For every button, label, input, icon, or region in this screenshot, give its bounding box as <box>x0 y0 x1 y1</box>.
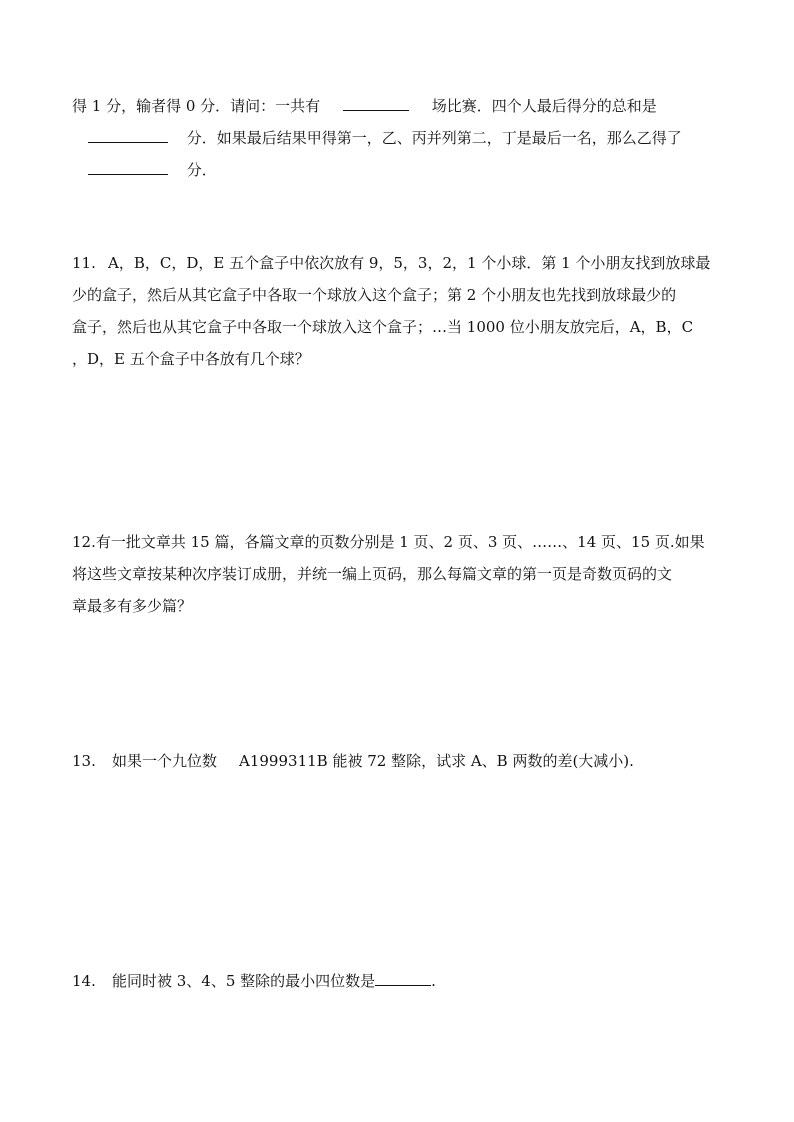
q14-text-a: 能同时被 3、4、5 整除的最小四位数是 <box>112 972 376 990</box>
q11-line-1 <box>72 253 710 273</box>
q13-number: 13. <box>72 752 96 770</box>
q12-line-3 <box>72 596 192 616</box>
q10-text-1b: 场比赛．四个人最后得分的总和是 <box>431 97 657 115</box>
q10-text-2b: 分．如果最后结果甲得第一，乙、丙并列第二，丁是最后一名，那么乙得了 <box>186 129 682 147</box>
q12-line-2 <box>72 564 672 584</box>
q12-text-1: 12.有一批文章共 15 篇，各篇文章的页数分别是 1 页、2 页、3 页、……、14 页、15 页.如果 <box>72 533 705 551</box>
q14-number: 14. <box>72 972 96 990</box>
q13-text-a: 如果一个九位数 <box>112 752 218 770</box>
q12-text-2: 将这些文章按某种次序装订成册，并统一编上页码，那么每篇文章的第一页是奇数页码的文 <box>72 565 673 583</box>
q10-text-3b: 分． <box>186 161 217 179</box>
q10-line-3 <box>88 160 217 180</box>
q11-line-3 <box>72 317 693 337</box>
q11-line-4 <box>72 349 310 369</box>
q10-answer-blank-2[interactable] <box>88 128 168 143</box>
q11-text-3: 盒子，然后也从其它盒子中各取一个球放入这个盒子；…当 1000 位小朋友放完后，A，B，C <box>72 318 694 336</box>
q11-text-1: A，B，C，D，E 五个盒子中依次放有 9，5，3，2，1 个小球．第 1 个小朋友找到放球最 <box>108 254 711 272</box>
q10-answer-blank-1[interactable] <box>343 96 409 111</box>
q14-text-b: . <box>431 972 436 990</box>
q11-line-2 <box>72 285 676 305</box>
q11-text-2: 少的盒子，然后从其它盒子中各取一个球放入这个盒子；第 2 个小朋友也先找到放球最少的 <box>72 286 677 304</box>
q11-text-4: ，D，E 五个盒子中各放有几个球？ <box>72 350 310 368</box>
q14-line-1 <box>72 971 436 991</box>
q12-line-1 <box>72 532 705 552</box>
q10-line-1 <box>72 96 657 116</box>
q13-text-b: A1999311B 能被 72 整除，试求 A、B 两数的差(大减小). <box>239 752 634 770</box>
q13-line-1 <box>72 751 634 771</box>
q12-text-3: 章最多有多少篇？ <box>72 597 193 615</box>
q11-number: 11. <box>72 254 96 272</box>
q10-answer-blank-3[interactable] <box>88 160 168 175</box>
q14-answer-blank[interactable] <box>375 971 431 986</box>
q10-line-2 <box>88 128 682 148</box>
q10-text-1a: 得 1 分，输者得 0 分．请问：一共有 <box>72 97 321 115</box>
